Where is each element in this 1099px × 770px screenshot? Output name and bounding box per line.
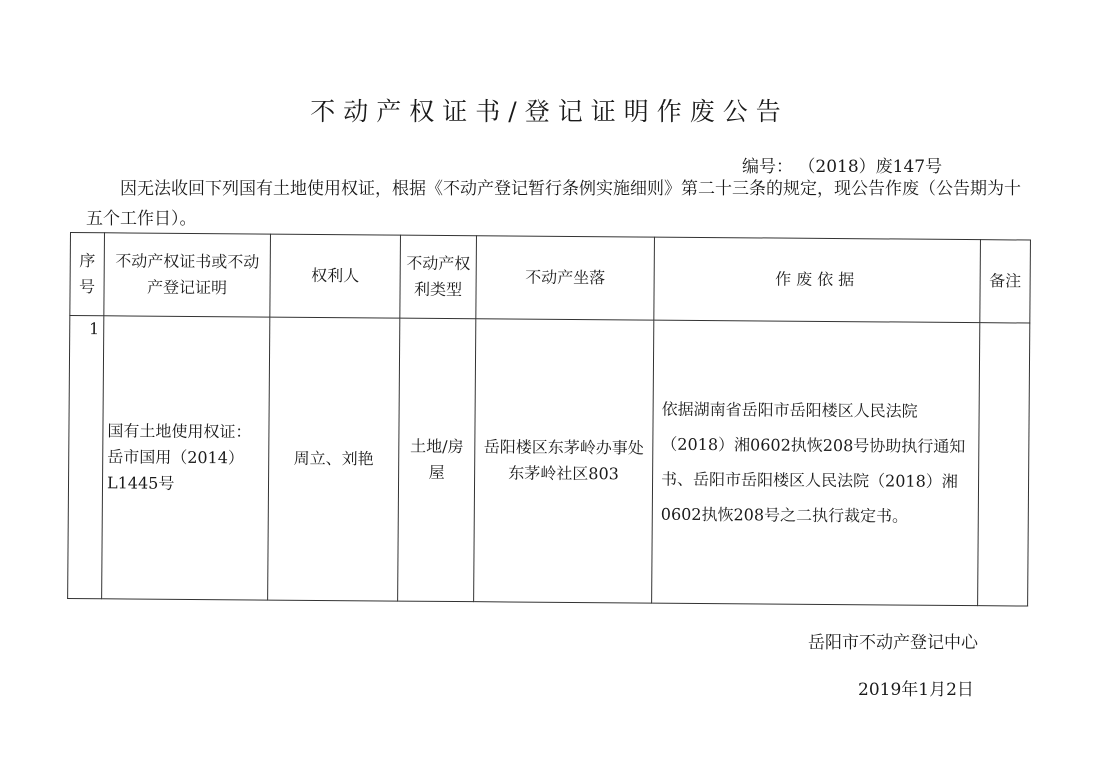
header-basis: 作废依据 [654, 237, 981, 323]
header-holder: 权利人 [270, 234, 401, 318]
header-right-type: 不动产权利类型 [400, 235, 477, 319]
header-index: 序号 [70, 233, 105, 316]
document-number-label: 编号： [742, 157, 793, 177]
certificate-table [67, 232, 1031, 607]
cell-holder: 周立、刘艳 [268, 317, 400, 601]
header-location: 不动产坐落 [476, 236, 655, 320]
cell-right-type: 土地/房屋 [398, 318, 476, 602]
intro-paragraph: 因无法收回下列国有土地使用权证，根据《不动产登记暂行条例实施细则》第二十三条的规定，现公告作废（公告期为十五个工作日）。 [86, 179, 1021, 229]
cell-basis: 依据湖南省岳阳市岳阳楼区人民法院（2018）湘0602执恢208号协助执行通知书、岳阳市岳阳楼区人民法院（2018）湘0602执恢208号之二执行裁定书。 [652, 320, 980, 606]
cell-remark [978, 323, 1030, 606]
issuing-organization: 岳阳市不动产登记中心 [808, 633, 978, 653]
document-number-value: （2018）废147号 [798, 157, 943, 177]
cell-certificate: 国有土地使用权证：岳市国用（2014）L1445号 [102, 316, 270, 600]
table-row [68, 316, 1030, 607]
header-certificate: 不动产权证书或不动产登记证明 [104, 233, 271, 317]
cell-index: 1 [68, 316, 104, 599]
header-remark: 备注 [980, 240, 1031, 323]
table-header-row [70, 233, 1031, 324]
cell-location: 岳阳楼区东茅岭办事处东茅岭社区803 [474, 319, 654, 603]
issue-date: 2019年1月2日 [858, 680, 974, 700]
page-title: 不动产权证书/登记证明作废公告 [310, 97, 789, 126]
